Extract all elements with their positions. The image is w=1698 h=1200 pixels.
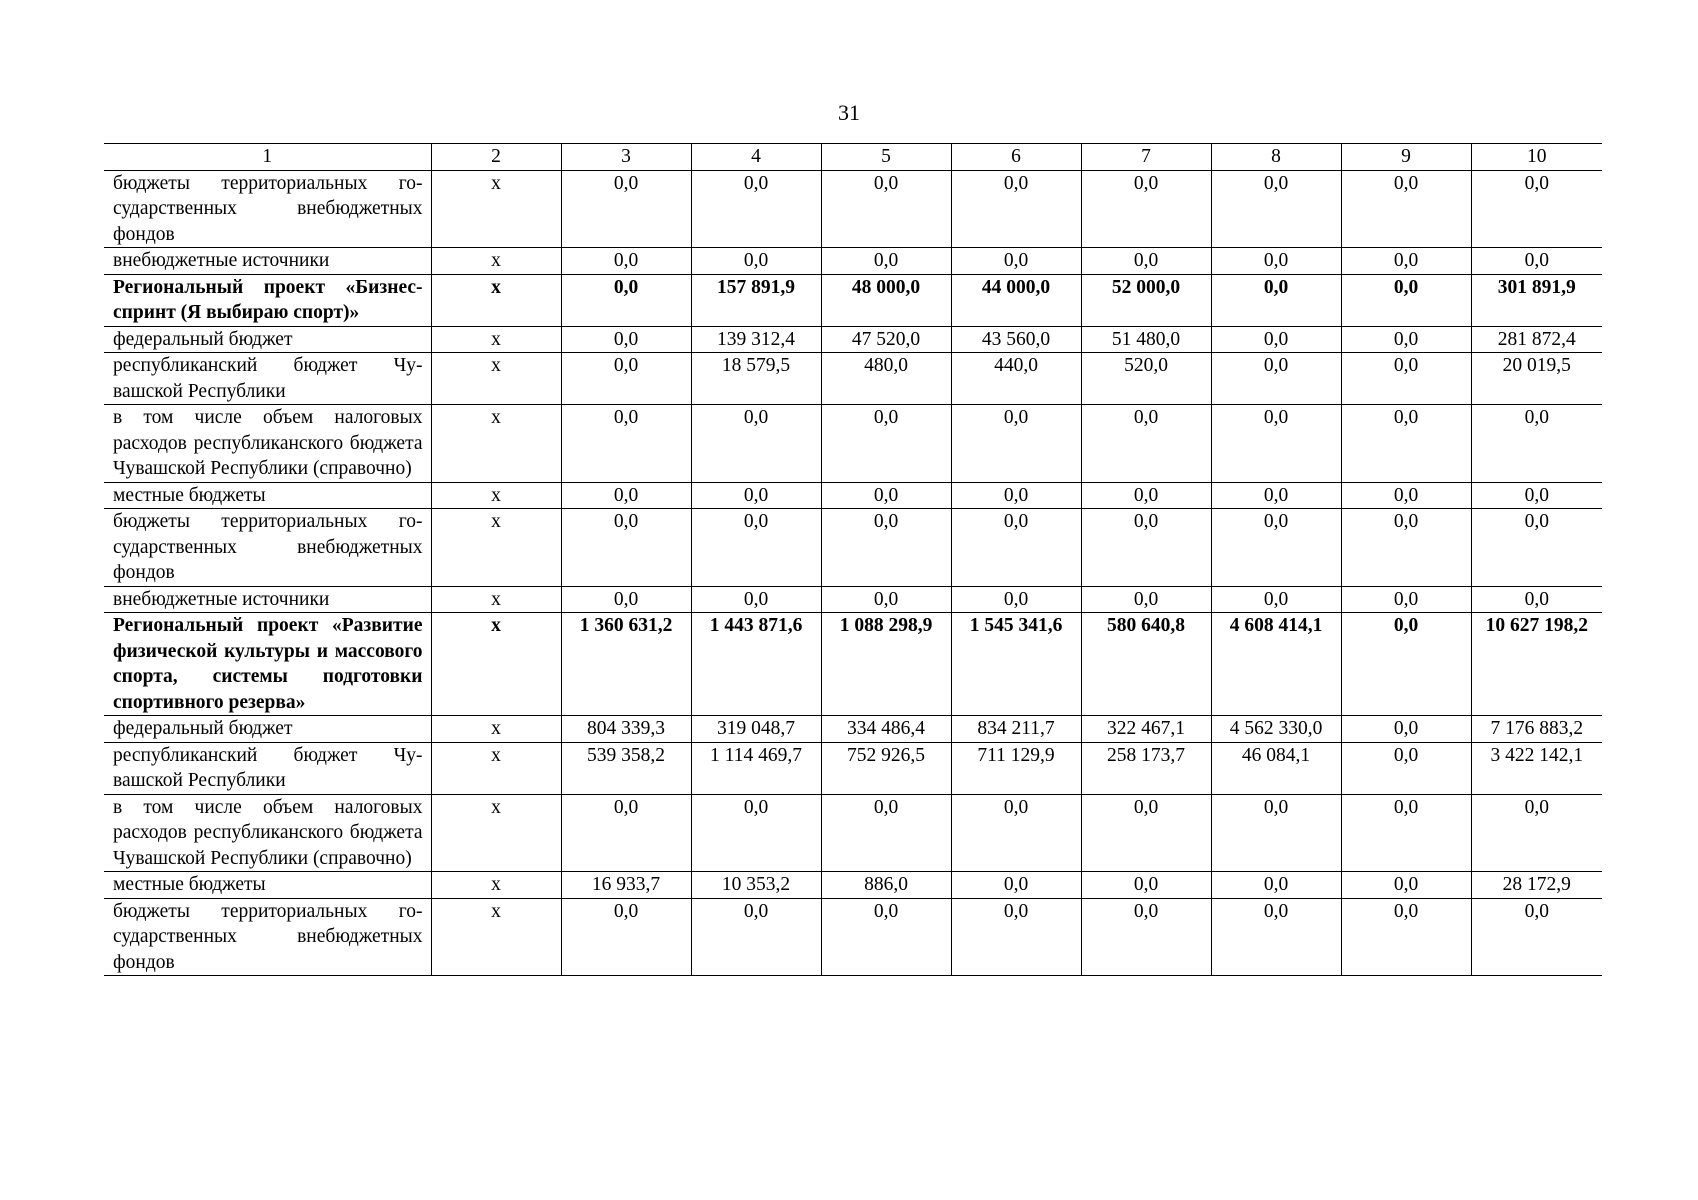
row-label: бюджеты территориальных государственных внебюджетных фондов (104, 898, 431, 976)
value-cell: 480,0 (821, 353, 951, 405)
value-cell: 16 933,7 (561, 872, 691, 899)
row-label: республиканский бюджет Чувашской Республики (104, 742, 431, 794)
value-cell: 834 211,7 (951, 716, 1081, 743)
value-cell: 0,0 (1341, 170, 1471, 248)
value-cell: 0,0 (1211, 405, 1341, 483)
value-cell: 0,0 (1211, 898, 1341, 976)
value-cell: 539 358,2 (561, 742, 691, 794)
value-cell: 1 443 871,6 (691, 613, 821, 716)
value-cell: 0,0 (691, 170, 821, 248)
value-cell: 0,0 (1341, 326, 1471, 353)
value-cell: 0,0 (691, 586, 821, 613)
table-row (104, 274, 1602, 326)
column-header: 6 (951, 144, 1081, 171)
value-cell: 4 562 330,0 (1211, 716, 1341, 743)
value-cell: 52 000,0 (1081, 274, 1211, 326)
column-header: 3 (561, 144, 691, 171)
value-cell: 0,0 (1211, 170, 1341, 248)
value-cell: 0,0 (1341, 898, 1471, 976)
value-cell: 0,0 (821, 794, 951, 872)
row-label: федеральный бюджет (104, 716, 431, 743)
value-cell: 43 560,0 (951, 326, 1081, 353)
value-cell: 0,0 (821, 170, 951, 248)
column-header: 7 (1081, 144, 1211, 171)
value-cell: 51 480,0 (1081, 326, 1211, 353)
unit-cell: x (431, 586, 561, 613)
budget-table (104, 143, 1602, 976)
value-cell: 157 891,9 (691, 274, 821, 326)
value-cell: 0,0 (1211, 586, 1341, 613)
value-cell: 440,0 (951, 353, 1081, 405)
value-cell: 0,0 (951, 898, 1081, 976)
value-cell: 0,0 (691, 482, 821, 509)
value-cell: 0,0 (951, 509, 1081, 587)
value-cell: 0,0 (561, 898, 691, 976)
value-cell: 0,0 (951, 794, 1081, 872)
unit-cell: x (431, 794, 561, 872)
value-cell: 0,0 (1471, 898, 1602, 976)
column-header: 1 (104, 144, 431, 171)
unit-cell: x (431, 170, 561, 248)
table-body (104, 170, 1602, 976)
table-row (104, 509, 1602, 587)
value-cell: 1 088 298,9 (821, 613, 951, 716)
column-header: 5 (821, 144, 951, 171)
table-row (104, 482, 1602, 509)
value-cell: 0,0 (1341, 248, 1471, 275)
value-cell: 0,0 (1081, 586, 1211, 613)
unit-cell: x (431, 509, 561, 587)
value-cell: 0,0 (1341, 274, 1471, 326)
value-cell: 0,0 (1341, 509, 1471, 587)
value-cell: 46 084,1 (1211, 742, 1341, 794)
value-cell: 0,0 (691, 509, 821, 587)
value-cell: 0,0 (1471, 794, 1602, 872)
value-cell: 0,0 (1471, 248, 1602, 275)
value-cell: 0,0 (1081, 248, 1211, 275)
value-cell: 0,0 (1471, 482, 1602, 509)
row-label: бюджеты территориальных государственных внебюджетных фондов (104, 170, 431, 248)
value-cell: 322 467,1 (1081, 716, 1211, 743)
value-cell: 0,0 (951, 482, 1081, 509)
value-cell: 0,0 (1471, 509, 1602, 587)
value-cell: 0,0 (1341, 613, 1471, 716)
value-cell: 0,0 (821, 586, 951, 613)
value-cell: 0,0 (561, 353, 691, 405)
value-cell: 0,0 (951, 405, 1081, 483)
value-cell: 1 360 631,2 (561, 613, 691, 716)
value-cell: 0,0 (1211, 248, 1341, 275)
value-cell: 0,0 (821, 482, 951, 509)
value-cell: 44 000,0 (951, 274, 1081, 326)
value-cell: 0,0 (1471, 170, 1602, 248)
value-cell: 301 891,9 (1471, 274, 1602, 326)
value-cell: 0,0 (821, 898, 951, 976)
value-cell: 0,0 (821, 248, 951, 275)
value-cell: 0,0 (1081, 872, 1211, 899)
unit-cell: x (431, 353, 561, 405)
value-cell: 0,0 (561, 586, 691, 613)
value-cell: 139 312,4 (691, 326, 821, 353)
value-cell: 0,0 (1341, 716, 1471, 743)
value-cell: 0,0 (1471, 586, 1602, 613)
value-cell: 0,0 (1081, 794, 1211, 872)
value-cell: 520,0 (1081, 353, 1211, 405)
value-cell: 0,0 (1341, 742, 1471, 794)
value-cell: 0,0 (691, 405, 821, 483)
value-cell: 319 048,7 (691, 716, 821, 743)
unit-cell: x (431, 482, 561, 509)
value-cell: 0,0 (951, 586, 1081, 613)
value-cell: 18 579,5 (691, 353, 821, 405)
row-label: местные бюджеты (104, 872, 431, 899)
value-cell: 0,0 (1341, 353, 1471, 405)
column-header: 9 (1341, 144, 1471, 171)
value-cell: 0,0 (1341, 482, 1471, 509)
row-label: местные бюджеты (104, 482, 431, 509)
value-cell: 4 608 414,1 (1211, 613, 1341, 716)
unit-cell: x (431, 326, 561, 353)
value-cell: 0,0 (1211, 509, 1341, 587)
row-label: внебюджетные источники (104, 248, 431, 275)
unit-cell: x (431, 716, 561, 743)
value-cell: 0,0 (691, 898, 821, 976)
value-cell: 258 173,7 (1081, 742, 1211, 794)
value-cell: 28 172,9 (1471, 872, 1602, 899)
value-cell: 804 339,3 (561, 716, 691, 743)
value-cell: 0,0 (691, 248, 821, 275)
value-cell: 0,0 (1081, 170, 1211, 248)
unit-cell: x (431, 613, 561, 716)
table-row (104, 405, 1602, 483)
table-row (104, 794, 1602, 872)
value-cell: 0,0 (1081, 509, 1211, 587)
value-cell: 0,0 (561, 170, 691, 248)
value-cell: 0,0 (691, 794, 821, 872)
table-row (104, 742, 1602, 794)
table-row (104, 170, 1602, 248)
value-cell: 0,0 (1211, 274, 1341, 326)
value-cell: 0,0 (951, 872, 1081, 899)
value-cell: 0,0 (821, 509, 951, 587)
value-cell: 0,0 (1081, 898, 1211, 976)
table-row (104, 716, 1602, 743)
value-cell: 0,0 (561, 274, 691, 326)
value-cell: 7 176 883,2 (1471, 716, 1602, 743)
table-row (104, 326, 1602, 353)
value-cell: 0,0 (561, 405, 691, 483)
page-number: 31 (838, 100, 860, 125)
value-cell: 0,0 (561, 794, 691, 872)
value-cell: 711 129,9 (951, 742, 1081, 794)
value-cell: 752 926,5 (821, 742, 951, 794)
row-label: Региональный проект «Бизнес-спринт (Я выбираю спорт)» (104, 274, 431, 326)
value-cell: 281 872,4 (1471, 326, 1602, 353)
value-cell: 0,0 (1341, 872, 1471, 899)
value-cell: 10 627 198,2 (1471, 613, 1602, 716)
value-cell: 0,0 (1341, 586, 1471, 613)
value-cell: 0,0 (1211, 872, 1341, 899)
value-cell: 1 545 341,6 (951, 613, 1081, 716)
value-cell: 0,0 (1211, 353, 1341, 405)
table-row (104, 586, 1602, 613)
value-cell: 0,0 (561, 248, 691, 275)
column-number-row (104, 144, 1602, 171)
value-cell: 0,0 (561, 326, 691, 353)
row-label: федеральный бюджет (104, 326, 431, 353)
value-cell: 1 114 469,7 (691, 742, 821, 794)
unit-cell: x (431, 872, 561, 899)
value-cell: 580 640,8 (1081, 613, 1211, 716)
unit-cell: x (431, 405, 561, 483)
unit-cell: x (431, 274, 561, 326)
table-row (104, 248, 1602, 275)
value-cell: 0,0 (1081, 405, 1211, 483)
row-label: в том числе объем налоговых расходов республиканского бюджета Чувашской Республики (справочно) (104, 405, 431, 483)
row-label: в том числе объем налоговых расходов республиканского бюджета Чувашской Республики (справочно) (104, 794, 431, 872)
value-cell: 0,0 (561, 482, 691, 509)
value-cell: 0,0 (1341, 794, 1471, 872)
row-label: республиканский бюджет Чувашской Республики (104, 353, 431, 405)
column-header: 2 (431, 144, 561, 171)
value-cell: 0,0 (1211, 482, 1341, 509)
table-row (104, 613, 1602, 716)
column-header: 8 (1211, 144, 1341, 171)
value-cell: 0,0 (561, 509, 691, 587)
value-cell: 0,0 (951, 248, 1081, 275)
row-label: Региональный проект «Развитие физической культуры и массового спорта, системы подготовки спортивного резерва» (104, 613, 431, 716)
value-cell: 334 486,4 (821, 716, 951, 743)
value-cell: 48 000,0 (821, 274, 951, 326)
value-cell: 10 353,2 (691, 872, 821, 899)
column-header: 4 (691, 144, 821, 171)
value-cell: 0,0 (951, 170, 1081, 248)
value-cell: 0,0 (1211, 326, 1341, 353)
unit-cell: x (431, 742, 561, 794)
column-header: 10 (1471, 144, 1602, 171)
table-row (104, 353, 1602, 405)
value-cell: 0,0 (1081, 482, 1211, 509)
value-cell: 3 422 142,1 (1471, 742, 1602, 794)
value-cell: 0,0 (1211, 794, 1341, 872)
value-cell: 0,0 (1341, 405, 1471, 483)
value-cell: 0,0 (821, 405, 951, 483)
table-row (104, 872, 1602, 899)
value-cell: 20 019,5 (1471, 353, 1602, 405)
value-cell: 0,0 (1471, 405, 1602, 483)
row-label: внебюджетные источники (104, 586, 431, 613)
unit-cell: x (431, 898, 561, 976)
unit-cell: x (431, 248, 561, 275)
value-cell: 47 520,0 (821, 326, 951, 353)
row-label: бюджеты территориальных государственных внебюджетных фондов (104, 509, 431, 587)
value-cell: 886,0 (821, 872, 951, 899)
table-row (104, 898, 1602, 976)
